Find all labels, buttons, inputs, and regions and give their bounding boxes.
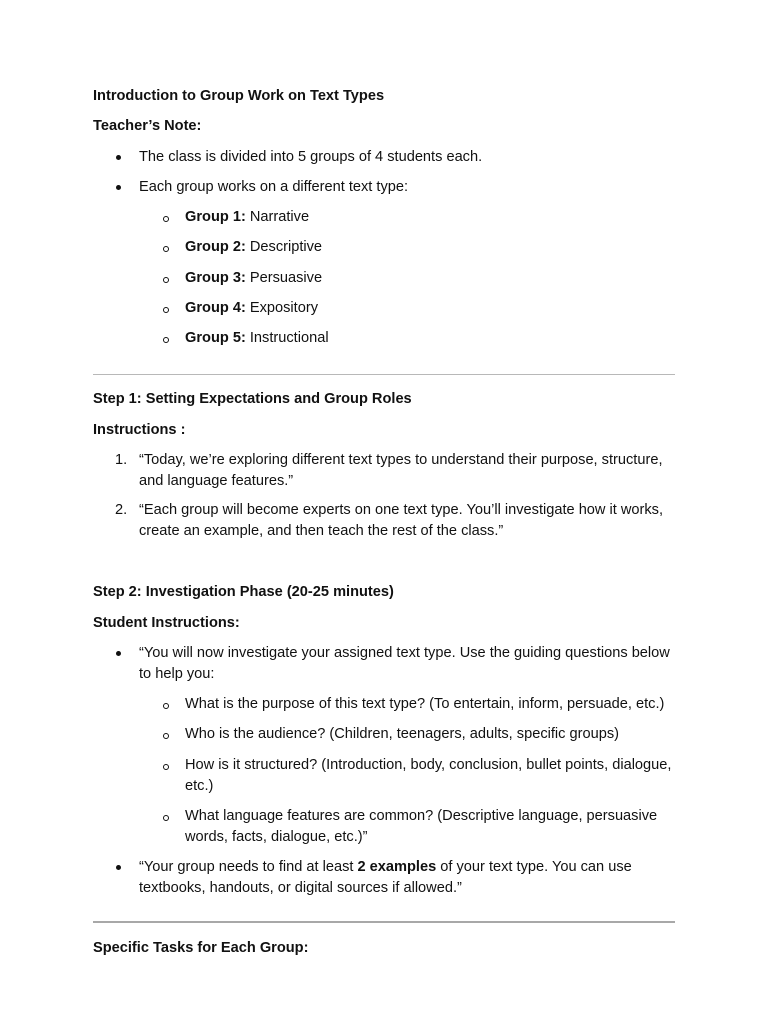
section-title-step1: Step 1: Setting Expectations and Group Roles — [93, 391, 412, 407]
section-title-tasks: Specific Tasks for Each Group: — [93, 940, 309, 956]
instructions-label: Instructions : — [93, 422, 186, 438]
divider — [93, 374, 675, 375]
section-title-step2: Step 2: Investigation Phase (20-25 minutes) — [93, 584, 394, 600]
section-title-intro: Introduction to Group Work on Text Types — [93, 88, 385, 104]
student-instructions-label: Student Instructions: — [93, 615, 240, 631]
divider — [93, 921, 675, 923]
teachers-note-label: Teacher’s Note: — [93, 118, 202, 134]
